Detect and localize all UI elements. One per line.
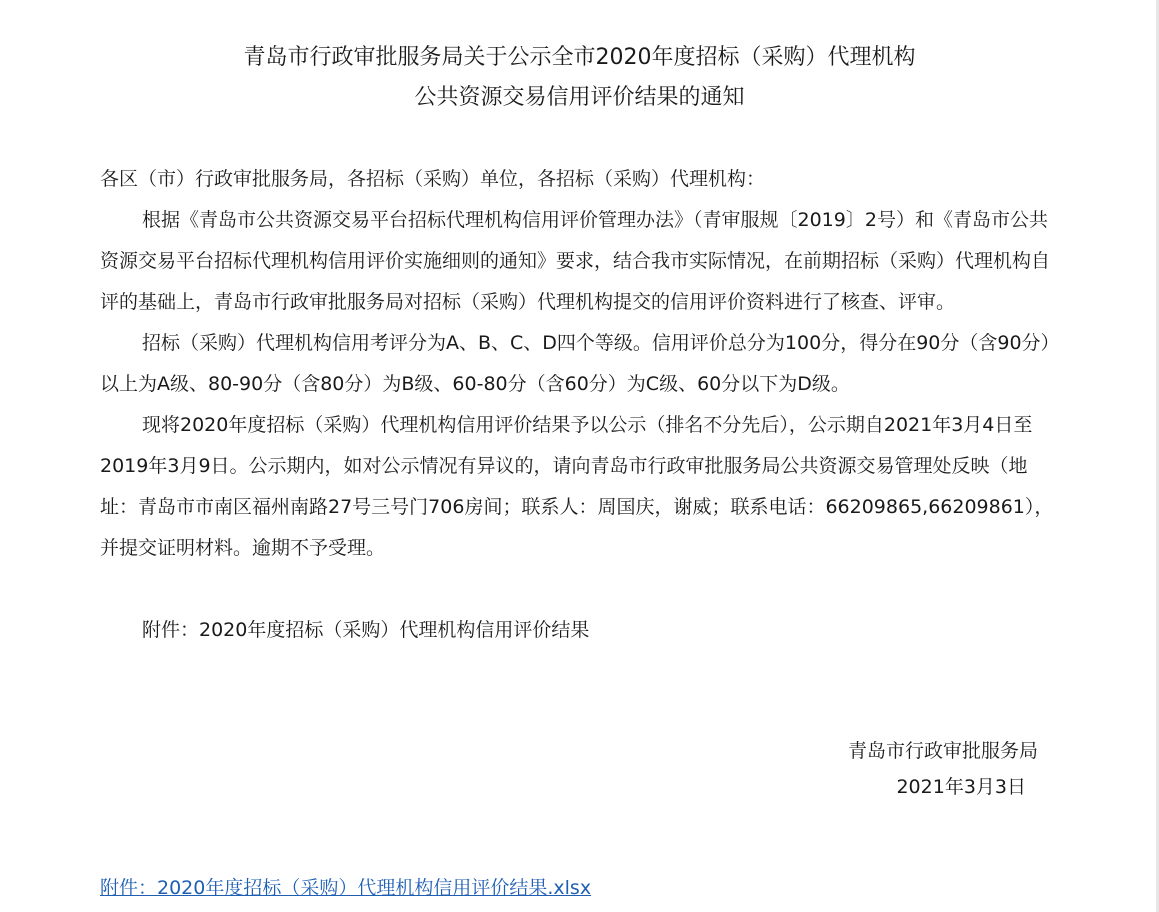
page-title: [0, 38, 1159, 118]
title-line-2: 公共资源交易信用评价结果的通知: [414, 85, 745, 110]
title-line-1: 青岛市行政审批服务局关于公示全市2020年度招标（采购）代理机构: [243, 45, 916, 70]
spacer: [100, 569, 1060, 610]
paragraph-publicity: 现将2020年度招标（采购）代理机构信用评价结果予以公示（排名不分先后），公示期自2021年3月4日至2019年3月9日。公示期内，如对公示情况有异议的，请向青岛市行政审批服务局公共资源交易管理处反映（地址：青岛市市南区福州南路27号三号门706房间；联系人：周国庆，谢威；联系电话：66209865,66209861），并提交证明材料。逾期不予受理。: [100, 414, 1054, 559]
signature-org: 青岛市行政审批服务局: [847, 740, 1038, 762]
signature-block: [0, 733, 1038, 805]
notice-body: [100, 159, 1060, 651]
paragraph-grading: 招标（采购）代理机构信用考评分为A、B、C、D四个等级。信用评价总分为100分，得分在90分（含90分）以上为A级、80-90分（含80分）为B级、60-80分（含60分）为C级、60分以下为D级。: [100, 332, 1060, 395]
salutation: 各区（市）行政审批服务局，各招标（采购）单位，各招标（采购）代理机构：: [100, 168, 766, 190]
attachment-download-link[interactable]: 附件：2020年度招标（采购）代理机构信用评价结果.xlsx: [100, 877, 592, 899]
signature-date: 2021年3月3日: [896, 776, 1026, 798]
attachment-note: 附件：2020年度招标（采购）代理机构信用评价结果: [142, 619, 590, 641]
paragraph-basis: 根据《青岛市公共资源交易平台招标代理机构信用评价管理办法》（青审服规〔2019〕2号）和《青岛市公共资源交易平台招标代理机构信用评价实施细则的通知》要求，结合我市实际情况，在前期招标（采购）代理机构自评的基础上，青岛市行政审批服务局对招标（采购）代理机构提交的信用评价资料进行了核查、评审。: [100, 209, 1051, 313]
